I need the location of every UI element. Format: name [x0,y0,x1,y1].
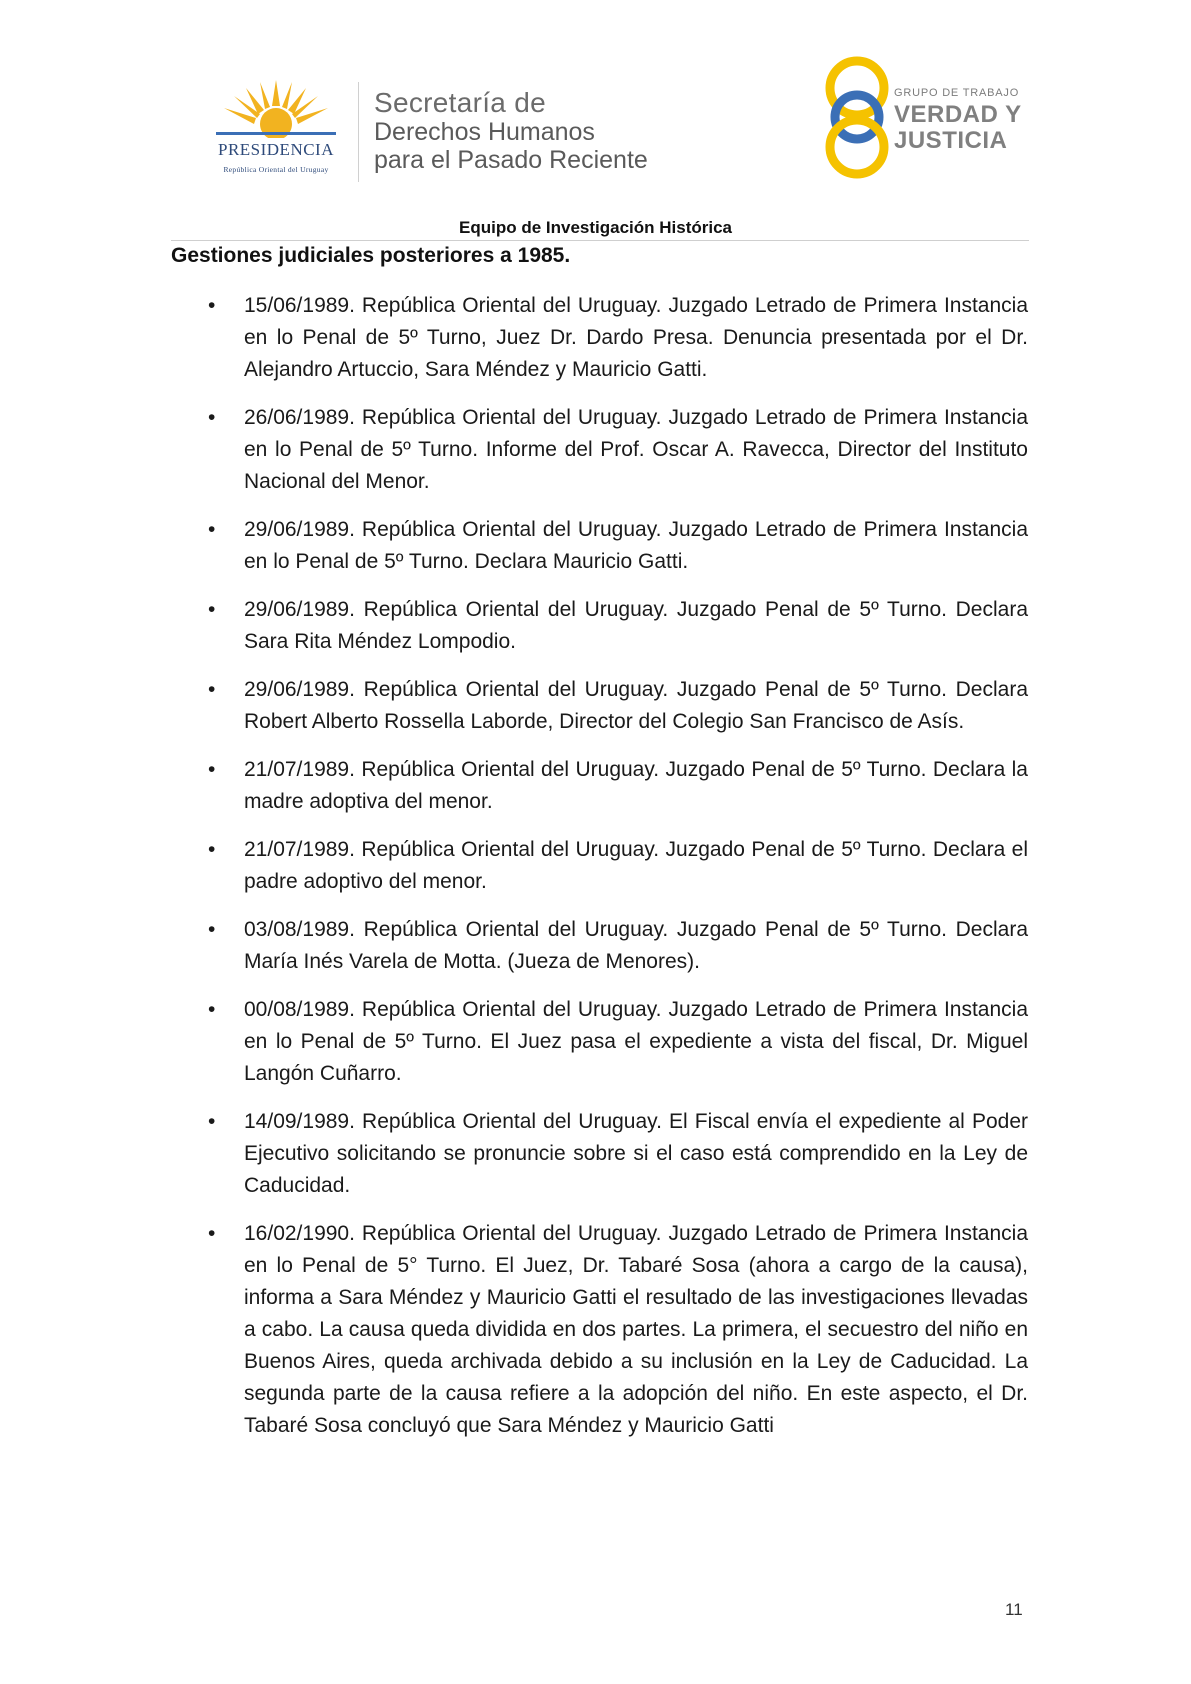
list-item-text: 03/08/1989. República Oriental del Uruguay. Juzgado Penal de 5º Turno. Declara María Inés Varela de Motta. (Jueza de Menores). [244,918,1028,973]
list-item-text: 16/02/1990. República Oriental del Uruguay. Juzgado Letrado de Primera Instancia en lo Penal de 5° Turno. El Juez, Dr. Tabaré Sosa (ahora a cargo de la causa), informa a Sara Méndez y Mauricio Gatti el resultado de las investigaciones llevadas a cabo. La causa queda dividida en dos partes. La primera, el secuestro del niño en Buenos Aires, queda archivada debido a su inclusión en la Ley de Caducidad. La segunda parte de la causa refiere a la adopción del niño. En este aspecto, el Dr. Tabaré Sosa concluyó que Sara Méndez y Mauricio Gatti [244,1222,1028,1437]
bullet: • [208,918,216,941]
list-item [200,594,1028,658]
bullet: • [208,598,216,621]
header-divider [358,82,359,182]
list-item [200,1106,1028,1202]
header-rule [171,240,1029,241]
secretaria-line-2: Derechos Humanos [374,118,595,146]
bullet: • [208,1222,216,1245]
list-item-text: 00/08/1989. República Oriental del Uruguay. Juzgado Letrado de Primera Instancia en lo Penal de 5º Turno. El Juez pasa el expediente a vista del fiscal, Dr. Miguel Langón Cuñarro. [244,998,1028,1085]
interlocked-rings-icon [822,55,892,180]
secretaria-line-3: para el Pasado Reciente [374,146,648,174]
list-item-text: 29/06/1989. República Oriental del Uruguay. Juzgado Penal de 5º Turno. Declara Sara Rita Méndez Lompodio. [244,598,1028,653]
list-item [200,674,1028,738]
list-item [200,754,1028,818]
list-item-text: 26/06/1989. República Oriental del Uruguay. Juzgado Letrado de Primera Instancia en lo Penal de 5º Turno. Informe del Prof. Oscar A. Ravecca, Director del Instituto Nacional del Menor. [244,406,1028,493]
list-item-text: 21/07/1989. República Oriental del Uruguay. Juzgado Penal de 5º Turno. Declara el padre adoptivo del menor. [244,838,1028,893]
bullet: • [208,998,216,1021]
list-item-text: 14/09/1989. República Oriental del Uruguay. El Fiscal envía el expediente al Poder Ejecutivo solicitando se pronuncie sobre si el caso está comprendido en la Ley de Caducidad. [244,1110,1028,1197]
list-item [200,402,1028,498]
list-item [200,290,1028,386]
sun-emblem-icon [216,80,336,138]
presidencia-name: PRESIDENCIA [217,140,334,159]
section-title: Gestiones judiciales posteriores a 1985. [171,244,571,267]
presidencia-logo [196,80,356,180]
verdad-justicia-logo [822,55,1037,180]
bullet: • [208,758,216,781]
bullet: • [208,838,216,861]
bullet: • [208,678,216,701]
list-item [200,514,1028,578]
list-item-text: 21/07/1989. República Oriental del Uruguay. Juzgado Penal de 5º Turno. Declara la madre adoptiva del menor. [244,758,1028,813]
presidencia-subtitle: República Oriental del Uruguay [223,165,329,174]
list-item [200,1218,1028,1442]
secretaria-logo [374,88,648,174]
page-number: 11 [1005,1600,1023,1619]
list-item-text: 15/06/1989. República Oriental del Uruguay. Juzgado Letrado de Primera Instancia en lo Penal de 5º Turno, Juez Dr. Dardo Presa. Denuncia presentada por el Dr. Alejandro Artuccio, Sara Méndez y Mauricio Gatti. [244,294,1028,381]
secretaria-line-1: Secretaría de [374,87,546,118]
gtvj-title-line-2: JUSTICIA [894,127,1008,154]
list-item [200,834,1028,898]
team-heading: Equipo de Investigación Histórica [459,218,732,237]
list-item-text: 29/06/1989. República Oriental del Uruguay. Juzgado Letrado de Primera Instancia en lo Penal de 5º Turno. Declara Mauricio Gatti. [244,518,1028,573]
gtvj-title-line-1: VERDAD Y [894,101,1022,128]
list-item [200,994,1028,1090]
bullet: • [208,1110,216,1133]
bullet: • [208,406,216,429]
events-list [200,290,1028,1458]
bullet: • [208,518,216,541]
list-item-text: 29/06/1989. República Oriental del Uruguay. Juzgado Penal de 5º Turno. Declara Robert Alberto Rossella Laborde, Director del Colegio San Francisco de Asís. [244,678,1028,733]
bullet: • [208,294,216,317]
list-item [200,914,1028,978]
gtvj-small-title: GRUPO DE TRABAJO [894,87,1020,99]
